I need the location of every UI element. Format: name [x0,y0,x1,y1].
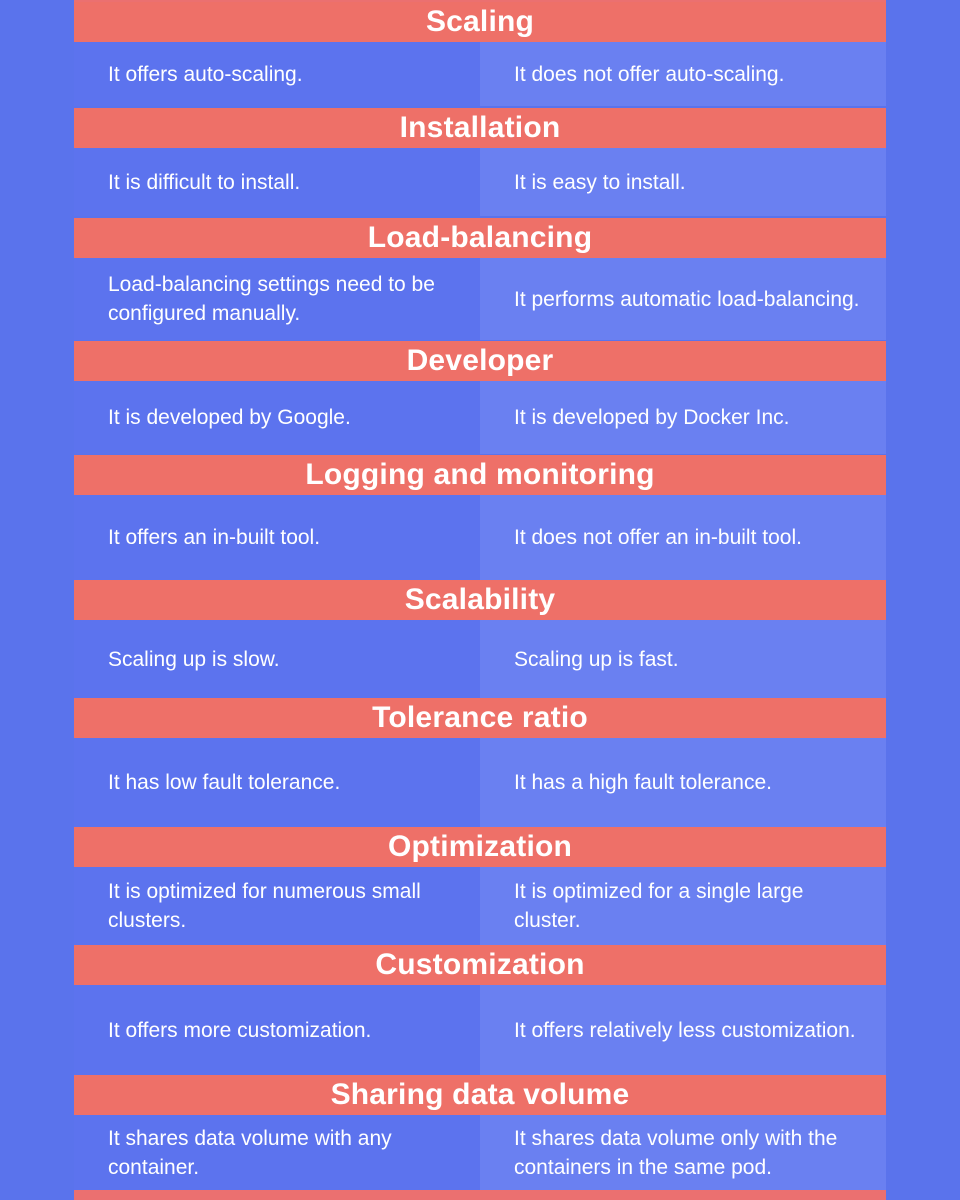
section-header: Tolerance ratio [74,698,886,738]
comparison-row [74,985,886,1075]
comparison-row [74,381,886,454]
right-cell: It does not offer an in-built tool. [480,495,886,580]
section-header: Optimization [74,827,886,867]
left-cell: It is developed by Google. [74,381,480,454]
section-load-balancing [74,218,886,340]
comparison-row [74,495,886,580]
next-section-header [74,1190,886,1200]
section-scaling [74,2,886,106]
right-cell: It has a high fault tolerance. [480,738,886,827]
left-cell: Scaling up is slow. [74,620,480,698]
right-cell: It is optimized for a single large cluster. [480,867,886,945]
section-optimization [74,827,886,945]
comparison-board [74,0,886,1200]
section-scalability [74,580,886,698]
right-cell: It offers relatively less customization. [480,985,886,1075]
section-customization [74,945,886,1075]
comparison-row [74,738,886,827]
section-tolerance-ratio [74,698,886,827]
section-sharing-data-volume [74,1075,886,1190]
section-installation [74,108,886,216]
comparison-row [74,867,886,945]
left-cell: Load-balancing settings need to be configured manually. [74,258,480,340]
section-header: Developer [74,341,886,381]
comparison-row [74,620,886,698]
left-cell: It has low fault tolerance. [74,738,480,827]
comparison-row [74,42,886,106]
right-cell: It is easy to install. [480,148,886,216]
comparison-row [74,1115,886,1190]
comparison-row [74,148,886,216]
section-header: Load-balancing [74,218,886,258]
right-cell: It shares data volume only with the containers in the same pod. [480,1115,886,1190]
left-cell: It shares data volume with any container. [74,1115,480,1190]
left-cell: It offers more customization. [74,985,480,1075]
section-header: Installation [74,108,886,148]
right-cell: It is developed by Docker Inc. [480,381,886,454]
right-cell: Scaling up is fast. [480,620,886,698]
left-cell: It is optimized for numerous small clusters. [74,867,480,945]
section-header: Scaling [74,2,886,42]
left-cell: It offers auto-scaling. [74,42,480,106]
section-header: Sharing data volume [74,1075,886,1115]
section-header: Customization [74,945,886,985]
section-header: Scalability [74,580,886,620]
right-cell: It performs automatic load-balancing. [480,258,886,340]
section-header: Logging and monitoring [74,455,886,495]
section-developer [74,341,886,454]
left-cell: It offers an in-built tool. [74,495,480,580]
section-logging-and-monitoring [74,455,886,580]
comparison-row [74,258,886,340]
right-cell: It does not offer auto-scaling. [480,42,886,106]
left-cell: It is difficult to install. [74,148,480,216]
